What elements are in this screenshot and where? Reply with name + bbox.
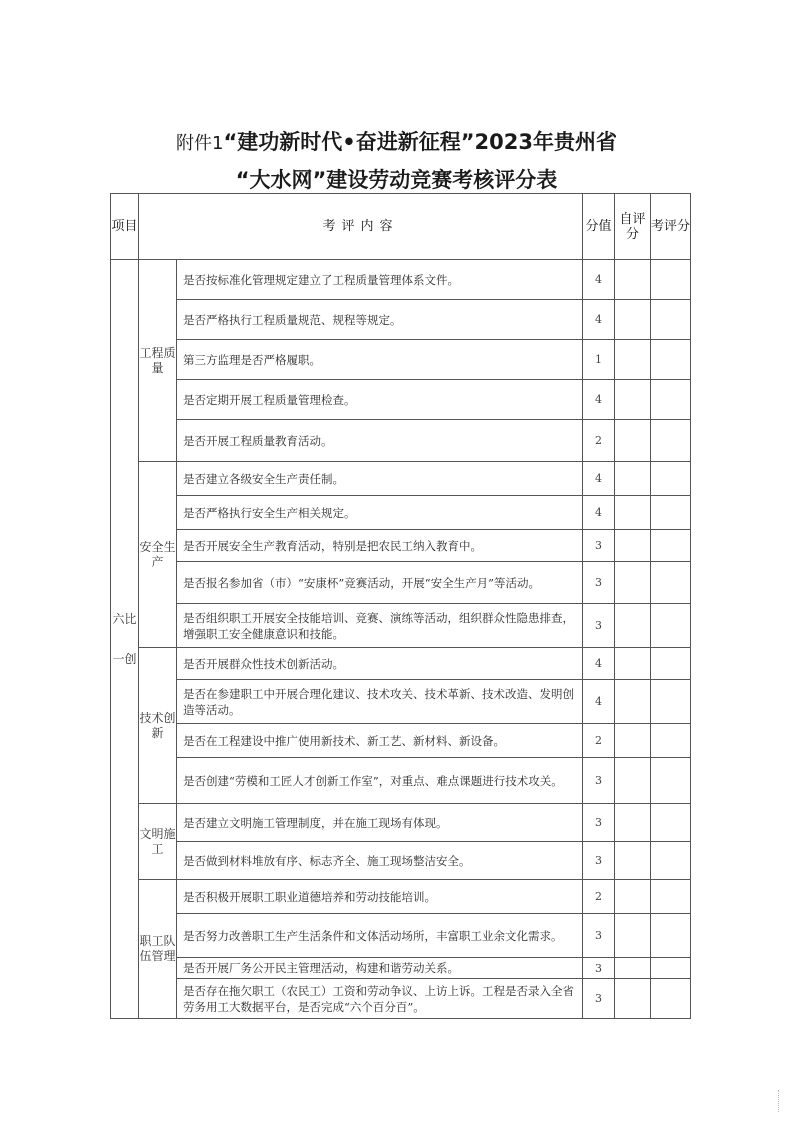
table-row [111, 530, 691, 562]
table-row [111, 804, 691, 842]
item-score: 2 [583, 880, 615, 914]
table-row [111, 724, 691, 758]
item-score: 3 [583, 530, 615, 562]
review-score-cell[interactable] [651, 300, 691, 340]
item-score: 4 [583, 300, 615, 340]
table-row [111, 260, 691, 300]
review-score-cell[interactable] [651, 842, 691, 880]
self-score-cell[interactable] [615, 914, 651, 958]
attachment-label: 附件1 [176, 133, 224, 154]
table-row [111, 758, 691, 804]
item-text: 是否开展厂务公开民主管理活动，构建和谐劳动关系。 [177, 958, 583, 979]
item-score: 4 [583, 380, 615, 420]
item-score: 1 [583, 340, 615, 380]
self-score-cell[interactable] [615, 724, 651, 758]
self-score-cell[interactable] [615, 842, 651, 880]
item-text: 是否创建“劳模和工匠人才创新工作室”，对重点、难点课题进行技术攻关。 [177, 758, 583, 804]
item-text: 是否严格执行安全生产相关规定。 [177, 496, 583, 530]
item-score: 3 [583, 758, 615, 804]
review-score-cell[interactable] [651, 420, 691, 462]
item-text: 是否做到材料堆放有序、标志齐全、施工现场整洁安全。 [177, 842, 583, 880]
header-content: 考评内容 [139, 194, 583, 260]
table-row [111, 914, 691, 958]
category-cell: 技术创新 [139, 648, 177, 804]
table-row [111, 300, 691, 340]
table-row [111, 380, 691, 420]
category-cell: 文明施工 [139, 804, 177, 880]
item-score: 2 [583, 420, 615, 462]
review-score-cell[interactable] [651, 914, 691, 958]
item-text: 是否严格执行工程质量规范、规程等规定。 [177, 300, 583, 340]
item-text: 是否组织职工开展安全技能培训、竞赛、演练等活动，组织群众性隐患排查，增强职工安全健康意识和技能。 [177, 604, 583, 648]
scoring-table [110, 193, 691, 1019]
review-score-cell[interactable] [651, 758, 691, 804]
review-score-cell[interactable] [651, 260, 691, 300]
item-text: 是否努力改善职工生产生活条件和文体活动场所，丰富职工业余文化需求。 [177, 914, 583, 958]
review-score-cell[interactable] [651, 979, 691, 1019]
item-text: 是否按标准化管理规定建立了工程质量管理体系文件。 [177, 260, 583, 300]
self-score-cell[interactable] [615, 680, 651, 724]
item-score: 3 [583, 804, 615, 842]
table-row [111, 979, 691, 1019]
table-row [111, 842, 691, 880]
self-score-cell[interactable] [615, 530, 651, 562]
category-cell: 职工队伍管理 [139, 880, 177, 1019]
self-score-cell[interactable] [615, 604, 651, 648]
review-score-cell[interactable] [651, 958, 691, 979]
item-text: 是否在参建职工中开展合理化建议、技术攻关、技术革新、技术改造、发明创造等活动。 [177, 680, 583, 724]
header-project: 项目 [111, 194, 139, 260]
review-score-cell[interactable] [651, 380, 691, 420]
item-score: 3 [583, 958, 615, 979]
review-score-cell[interactable] [651, 340, 691, 380]
item-score: 4 [583, 462, 615, 496]
review-score-cell[interactable] [651, 724, 691, 758]
self-score-cell[interactable] [615, 496, 651, 530]
self-score-cell[interactable] [615, 979, 651, 1019]
self-score-cell[interactable] [615, 420, 651, 462]
review-score-cell[interactable] [651, 462, 691, 496]
table-row [111, 880, 691, 914]
document-title-line1 [0, 126, 793, 156]
self-score-cell[interactable] [615, 380, 651, 420]
item-score: 4 [583, 680, 615, 724]
table-row [111, 680, 691, 724]
review-score-cell[interactable] [651, 804, 691, 842]
table-row [111, 340, 691, 380]
table-row [111, 420, 691, 462]
item-text: 是否存在拖欠职工（农民工）工资和劳动争议、上访上诉。工程是否录入全省劳务用工大数据平台，是否完成“六个百分百”。 [177, 979, 583, 1019]
review-score-cell[interactable] [651, 880, 691, 914]
self-score-cell[interactable] [615, 300, 651, 340]
self-score-cell[interactable] [615, 758, 651, 804]
header-self-score: 自评分 [615, 194, 651, 260]
table-row [111, 462, 691, 496]
review-score-cell[interactable] [651, 648, 691, 680]
table-row [111, 958, 691, 979]
item-text: 是否开展工程质量教育活动。 [177, 420, 583, 462]
self-score-cell[interactable] [615, 880, 651, 914]
document-title-line2: “大水网”建设劳动竞赛考核评分表 [235, 168, 558, 192]
category-cell: 安全生产 [139, 462, 177, 648]
header-row [111, 194, 691, 260]
review-score-cell[interactable] [651, 530, 691, 562]
item-text: 是否积极开展职工职业道德培养和劳动技能培训。 [177, 880, 583, 914]
review-score-cell[interactable] [651, 604, 691, 648]
header-review-score: 考评分 [651, 194, 691, 260]
item-score: 4 [583, 260, 615, 300]
self-score-cell[interactable] [615, 462, 651, 496]
item-text: 是否定期开展工程质量管理检查。 [177, 380, 583, 420]
self-score-cell[interactable] [615, 958, 651, 979]
item-text: 是否开展群众性技术创新活动。 [177, 648, 583, 680]
title-text-line1: “建功新时代•奋进新征程”2023年贵州省 [223, 130, 617, 154]
item-text: 是否建立各级安全生产责任制。 [177, 462, 583, 496]
item-score: 3 [583, 604, 615, 648]
item-score: 4 [583, 648, 615, 680]
table-row [111, 562, 691, 604]
table-row [111, 648, 691, 680]
self-score-cell[interactable] [615, 648, 651, 680]
item-score: 4 [583, 496, 615, 530]
self-score-cell[interactable] [615, 260, 651, 300]
self-score-cell[interactable] [615, 804, 651, 842]
item-text: 是否开展安全生产教育活动，特别是把农民工纳入教育中。 [177, 530, 583, 562]
item-score: 3 [583, 979, 615, 1019]
item-score: 3 [583, 914, 615, 958]
item-text: 是否在工程建设中推广使用新技术、新工艺、新材料、新设备。 [177, 724, 583, 758]
table-row [111, 496, 691, 530]
item-text: 是否建立文明施工管理制度，并在施工现场有体现。 [177, 804, 583, 842]
self-score-cell[interactable] [615, 340, 651, 380]
item-score: 3 [583, 842, 615, 880]
item-text: 第三方监理是否严格履职。 [177, 340, 583, 380]
category-cell: 工程质量 [139, 260, 177, 462]
header-score: 分值 [583, 194, 615, 260]
item-score: 2 [583, 724, 615, 758]
item-text: 是否报名参加省（市）“安康杯”竞赛活动，开展“安全生产月”等活动。 [177, 562, 583, 604]
item-score: 3 [583, 562, 615, 604]
review-score-cell[interactable] [651, 496, 691, 530]
review-score-cell[interactable] [651, 680, 691, 724]
table-row [111, 604, 691, 648]
scan-edge-mark [778, 1090, 782, 1112]
self-score-cell[interactable] [615, 562, 651, 604]
review-score-cell[interactable] [651, 562, 691, 604]
group-cell: 六比一创 [111, 260, 139, 1019]
